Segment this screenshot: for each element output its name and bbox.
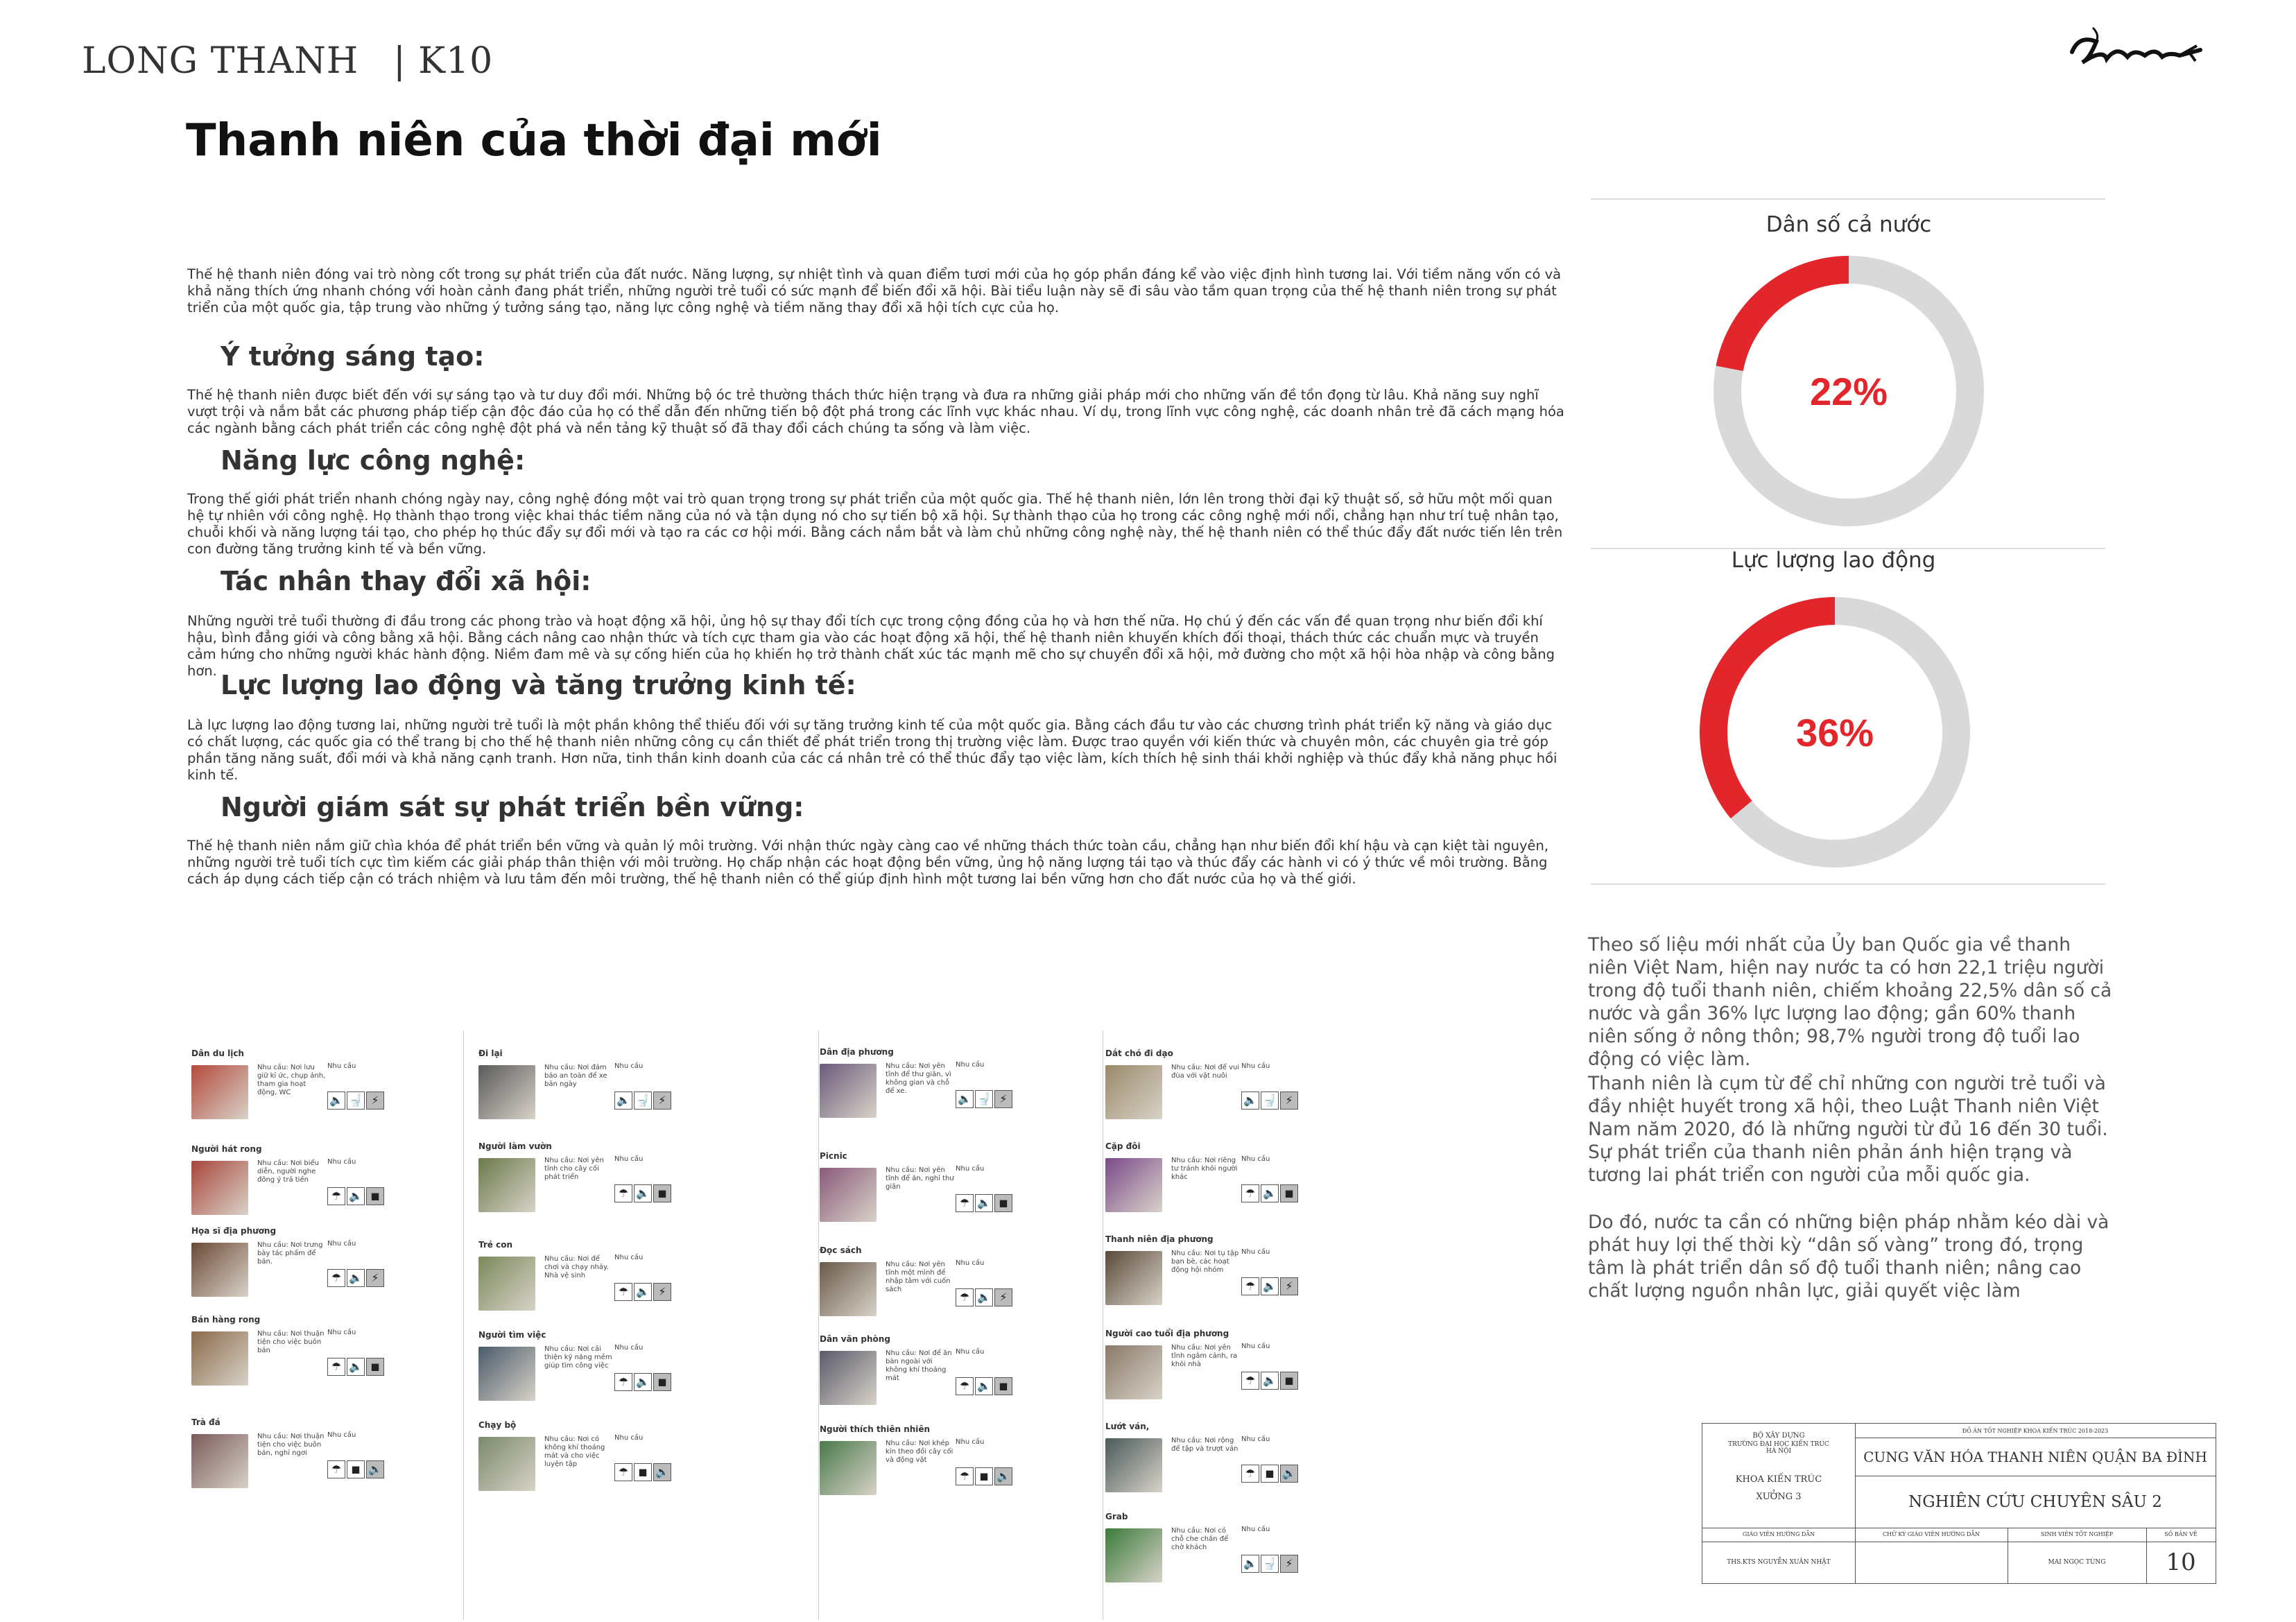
donut-slice-youth (1729, 270, 1849, 368)
persona-need-label: Nhu cầu (1241, 1248, 1270, 1256)
persona-need-note: Nhu cầu: Nơi để ăn bàn ngoài với không khí thoáng mát (886, 1349, 952, 1382)
persona-need-icons (614, 1092, 673, 1110)
plug-icon: ⚡ (994, 1288, 1012, 1306)
persona-need-label: Nhu cầu (327, 1240, 356, 1248)
speaker-icon: 🔈 (994, 1467, 1012, 1485)
persona-photo (478, 1257, 535, 1311)
donut-chart-population (1710, 252, 1987, 530)
toilet-icon: 🚽 (347, 1092, 365, 1110)
section-heading-sustainability: Người giám sát sự phát triển bền vững: (221, 792, 804, 822)
persona-need-label: Nhu cầu (1241, 1062, 1270, 1070)
speaker-icon: 🔈 (653, 1463, 671, 1481)
toilet-icon: 🚽 (1261, 1555, 1279, 1573)
persona-need-icons (327, 1460, 386, 1478)
sheet-number: 10 (2166, 1548, 2196, 1576)
bench-icon: ◼ (347, 1460, 365, 1478)
persona-need-label: Nhu cầu (614, 1254, 644, 1261)
persona-photo (1105, 1345, 1162, 1399)
umbrella-icon: ☂ (956, 1377, 974, 1395)
plug-icon: ⚡ (1280, 1555, 1298, 1573)
persona-need-icons (614, 1283, 673, 1301)
persona-need-icons (614, 1184, 673, 1202)
studio-label: XƯỞNG 3 (1756, 1492, 1802, 1502)
bench-icon: ◼ (994, 1377, 1012, 1395)
persona-need-icons (614, 1373, 673, 1391)
umbrella-icon: ☂ (1241, 1465, 1259, 1483)
persona-name: Chạy bộ (478, 1420, 517, 1430)
persona-name: Dân văn phòng (820, 1334, 890, 1344)
section-heading-workforce: Lực lượng lao động và tăng trưởng kinh tế: (221, 670, 856, 700)
persona-need-note: Nhu cầu: Nơi riêng tư tránh khỏi người khác (1171, 1157, 1238, 1181)
persona-name: Người thích thiên nhiên (820, 1424, 931, 1434)
persona-name: Dân du lịch (191, 1049, 244, 1058)
persona-name: Cặp đôi (1105, 1141, 1141, 1151)
chart-title-population: Dân số cả nước (1766, 212, 1932, 237)
umbrella-icon: ☂ (1241, 1372, 1259, 1390)
bench-icon: ◼ (1261, 1465, 1279, 1483)
section-heading-creative: Ý tưởng sáng tạo: (221, 341, 485, 372)
persona-need-note: Nhu cầu: Nơi yên tĩnh một mình để nhập tâm với cuốn sách (886, 1261, 951, 1293)
persona-need-label: Nhu cầu (327, 1062, 356, 1070)
persona-need-label: Nhu cầu (1241, 1526, 1270, 1533)
toilet-icon: 🚽 (634, 1092, 652, 1110)
persona-need-note: Nhu cầu: Nơi yên tĩnh ngắm cảnh, ra khỏi nhà (1171, 1344, 1238, 1368)
bench-icon: ◼ (366, 1358, 384, 1376)
persona-need-label: Nhu cầu (614, 1344, 644, 1352)
persona-photo (191, 1243, 248, 1297)
persona-need-label: Nhu cầu (956, 1438, 985, 1446)
persona-need-icons (1241, 1092, 1300, 1110)
chart-title-workforce: Lực lượng lao động (1731, 548, 1936, 573)
umbrella-icon: ☂ (1241, 1277, 1259, 1295)
persona-column-divider (463, 1030, 464, 1620)
bench-icon: ◼ (975, 1467, 993, 1485)
umbrella-icon: ☂ (956, 1467, 974, 1485)
persona-need-label: Nhu cầu (614, 1062, 644, 1070)
speaker-icon: 🔈 (347, 1269, 365, 1287)
faculty-label: KHOA KIẾN TRÚC (1735, 1474, 1822, 1485)
signature-header: CHỮ KÝ GIÁO VIÊN HƯỚNG DẪN (1855, 1528, 2008, 1542)
persona-name: Họa sĩ địa phương (191, 1226, 277, 1236)
section-heading-social: Tác nhân thay đổi xã hội: (221, 566, 592, 596)
bench-icon: ◼ (1280, 1184, 1298, 1202)
persona-need-icons (1241, 1184, 1300, 1202)
speaker-icon: 🔈 (1261, 1184, 1279, 1202)
section-text-sustainability: Thế hệ thanh niên nắm giữ chìa khóa để phát triển bền vững và quản lý môi trường. Với nhận thức ngày càng cao về những thách thức toàn cầu, chẳng hạn như biến đổi khí hậu và cạn kiệt tài nguyên, những người trẻ tuổi tích cực tìm kiếm các giải pháp thân thiện với môi trường. Họ chấp nhận các hoạt động bền vững, ủng hộ năng lượng tái tạo và thúc đẩy các hành vi có ý thức về môi trường. Bằng cách áp dụng cách tiếp cận có trách nhiệm và lưu tâm đến môi trường, thế hệ thanh niên có thể giúp định hình một tương lai bền vững hơn cho đất nước của họ và thế giới. (187, 838, 1549, 887)
persona-photo (1105, 1438, 1162, 1492)
advisor-name: THS.KTS NGUYỄN XUÂN NHẬT (1702, 1542, 1856, 1583)
persona-name: Đi lại (478, 1049, 503, 1058)
persona-photo (820, 1064, 877, 1118)
persona-photo (1105, 1528, 1162, 1582)
persona-need-note: Nhu cầu: Nơi biểu diễn, người nghe đông ý trả tiền (257, 1159, 320, 1184)
brand (82, 40, 493, 82)
persona-need-note: Nhu cầu: Nơi có chỗ che chắn để chờ khách (1171, 1527, 1229, 1551)
persona-need-note: Nhu cầu: Nơi yên tĩnh cho cây cối phát triển (544, 1157, 604, 1181)
plug-icon: ⚡ (366, 1269, 384, 1287)
bench-icon: ◼ (994, 1194, 1012, 1212)
speaker-icon: 🔈 (1261, 1277, 1279, 1295)
persona-photo (1105, 1065, 1162, 1119)
speaker-icon: 🔈 (327, 1092, 345, 1110)
persona-name: Người cao tuổi địa phương (1105, 1329, 1229, 1338)
persona-need-icons (1241, 1555, 1300, 1573)
persona-photo (820, 1168, 877, 1222)
persona-need-icons (614, 1463, 673, 1481)
umbrella-icon: ☂ (1241, 1184, 1259, 1202)
persona-photo (478, 1065, 535, 1119)
persona-need-label: Nhu cầu (956, 1259, 985, 1267)
toilet-icon: 🚽 (975, 1090, 993, 1108)
persona-need-note: Nhu cầu: Nơi đảm bảo an toàn để xe bản ngày (544, 1064, 607, 1088)
section-text-workforce: Là lực lượng lao động tương lai, những người trẻ tuổi là một phần không thể thiếu đối với sự tăng trưởng kinh tế của một quốc gia. Bằng cách đầu tư vào các chương trình phát triển kỹ năng và giáo dục có chất lượng, các quốc gia có thể trang bị cho thế hệ thanh niên những công cụ cần thiết để phát triển trong thị trường việc làm. Được trao quyền với kiến thức và chuyên môn, các chuyên gia trẻ góp phần tăng năng suất, đổi mới và khả năng cạnh tranh. Hơn nữa, tinh thần kinh doanh của các cá nhân trẻ có thể thúc đẩy tạo việc làm, kích thích hệ sinh thái khởi nghiệp và thúc đẩy khả năng phục hồi kinh tế. (187, 717, 1557, 783)
ministry-label: BỘ XÂY DỰNG (1752, 1432, 1805, 1440)
persona-need-icons (327, 1358, 386, 1376)
sheet-number-header: SỐ BẢN VẼ (2164, 1531, 2198, 1537)
persona-need-icons (1241, 1372, 1300, 1390)
umbrella-icon: ☂ (614, 1373, 632, 1391)
umbrella-icon: ☂ (327, 1269, 345, 1287)
bench-icon: ◼ (1280, 1372, 1298, 1390)
umbrella-icon: ☂ (956, 1194, 974, 1212)
persona-name: Grab (1105, 1512, 1128, 1521)
section-text-technology: Trong thế giới phát triển nhanh chóng ngày nay, công nghệ đóng một vai trò quan trọng trong sự phát triển của một quốc gia. Thế hệ thanh niên, lớn lên trong thời đại kỹ thuật số, sở hữu một mối quan hệ tự nhiên với công nghệ. Họ thành thạo trong việc khai thác tiềm năng của nó và tận dụng nó cho sự tiến bộ xã hội. Sự thành thạo của họ trong các công nghệ mới nổi, chẳng hạn như trí tuệ nhân tạo, chuỗi khối và năng lượng tái tạo, cho phép họ thúc đẩy sự đổi mới và tạo ra các cơ hội mới. Bằng cách nắm bắt và làm chủ những công nghệ này, thế hệ thanh niên có thể thúc đẩy đất nước tiến lên trên con đường tăng trưởng kinh tế và bền vững. (187, 491, 1563, 557)
persona-need-label: Nhu cầu (1241, 1343, 1270, 1350)
persona-need-note: Nhu cầu: Nơi yên tĩnh để ăn, nghỉ thư giãn (886, 1166, 954, 1191)
bench-icon: ◼ (653, 1373, 671, 1391)
persona-need-note: Nhu cầu: Nơi rộng để tập và trượt ván (1171, 1437, 1238, 1453)
persona-need-label: Nhu cầu (956, 1061, 985, 1069)
donut-chart-workforce (1696, 594, 1974, 871)
persona-need-icons (956, 1467, 1014, 1485)
divider-top (1591, 198, 2105, 200)
section-text-creative: Thế hệ thanh niên được biết đến với sự sáng tạo và tư duy đổi mới. Những bộ óc trẻ thường thách thức hiện trạng và đưa ra những giải pháp mới cho những vấn đề tồn đọng từ lâu. Khả năng suy nghĩ vượt trội và nắm bắt các phương pháp tiếp cận độc đáo của họ có thể dẫn đến những tiến bộ đột phá trong các lĩnh vực khác nhau. Ví dụ, trong lĩnh vực công nghệ, các doanh nhân trẻ đã cách mạng hóa các ngành bằng cách phát triển các công nghệ đột phá và nền tảng kỹ thuật số đã thay đổi cách chúng ta sống và làm việc. (187, 387, 1564, 436)
persona-name: Trà đá (191, 1417, 221, 1427)
persona-column-divider (818, 1030, 819, 1620)
speaker-icon: 🔈 (1241, 1555, 1259, 1573)
persona-photo (191, 1434, 248, 1488)
persona-need-label: Nhu cầu (327, 1431, 356, 1439)
sheet-title: NGHIÊN CỨU CHUYÊN SÂU 2 (1908, 1493, 2162, 1511)
persona-need-note: Nhu cầu: Nơi tụ tập bạn bè, các hoạt động hội nhóm (1171, 1250, 1239, 1274)
speaker-icon: 🔈 (975, 1377, 993, 1395)
persona-name: Lướt ván, (1105, 1422, 1150, 1431)
persona-need-note: Nhu cầu: Nơi để chơi và chạy nhảy. Nhà vệ sinh (544, 1255, 609, 1279)
persona-need-label: Nhu cầu (956, 1348, 985, 1356)
persona-name: Người tìm việc (478, 1330, 546, 1340)
persona-need-label: Nhu cầu (1241, 1155, 1270, 1163)
umbrella-icon: ☂ (327, 1187, 345, 1205)
persona-need-note: Nhu cầu: Nơi trưng bày tác phẩm để bán. (257, 1241, 323, 1266)
brand-suffix: | K10 (393, 40, 494, 82)
umbrella-icon: ☂ (614, 1184, 632, 1202)
persona-need-icons (327, 1187, 386, 1205)
persona-name: Người làm vườn (478, 1141, 552, 1151)
donut-center-label: 22% (1809, 370, 1888, 413)
persona-photo (191, 1331, 248, 1386)
signature-cell (1855, 1542, 2008, 1583)
persona-need-label: Nhu cầu (327, 1329, 356, 1336)
toilet-icon: 🚽 (1261, 1092, 1279, 1110)
persona-need-icons (1241, 1277, 1300, 1295)
plug-icon: ⚡ (994, 1090, 1012, 1108)
persona-need-note: Nhu cầu: Nơi yên tĩnh để thư giãn, vì không gian và chỗ để xe. (886, 1062, 951, 1095)
persona-photo (820, 1351, 877, 1405)
speaker-icon: 🔈 (956, 1090, 974, 1108)
persona-need-note: Nhu cầu: Nơi thuận tiện cho việc buôn bán, nghỉ ngơi (257, 1433, 325, 1457)
persona-photo (820, 1441, 877, 1495)
bench-icon: ◼ (366, 1187, 384, 1205)
persona-name: Trẻ con (478, 1240, 513, 1250)
speaker-icon: 🔈 (634, 1373, 652, 1391)
student-header: SINH VIÊN TỐT NGHIỆP (2008, 1528, 2147, 1542)
persona-photo (191, 1161, 248, 1215)
persona-need-icons (1241, 1465, 1300, 1483)
page-title: Thanh niên của thời đại mới (186, 115, 882, 166)
persona-need-note: Nhu cầu: Nơi lưu giữ kỉ ức, chụp ảnh, tham gia hoạt động, WC (257, 1064, 326, 1096)
bench-icon: ◼ (653, 1184, 671, 1202)
persona-need-label: Nhu cầu (956, 1165, 985, 1173)
persona-photo (478, 1347, 535, 1401)
umbrella-icon: ☂ (327, 1460, 345, 1478)
persona-need-note: Nhu cầu: Nơi thuận tiện cho việc buôn bán (257, 1330, 325, 1354)
persona-photo (191, 1065, 248, 1119)
persona-need-label: Nhu cầu (1241, 1435, 1270, 1443)
persona-need-icons (956, 1194, 1014, 1212)
title-block (1702, 1423, 2216, 1584)
persona-need-note: Nhu cầu: Nơi cải thiện kỹ năng mềm giúp tìm công việc (544, 1345, 612, 1370)
plug-icon: ⚡ (1280, 1277, 1298, 1295)
university-label: TRƯỜNG ĐẠI HỌC KIẾN TRÚC HÀ NỘI (1728, 1441, 1829, 1455)
persona-photo (820, 1262, 877, 1316)
persona-photo (1105, 1158, 1162, 1212)
plug-icon: ⚡ (653, 1092, 671, 1110)
speaker-icon: 🔈 (975, 1194, 993, 1212)
persona-photo (1105, 1251, 1162, 1305)
speaker-icon: 🔈 (347, 1358, 365, 1376)
persona-need-icons (327, 1269, 386, 1287)
speaker-icon: 🔈 (1241, 1092, 1259, 1110)
umbrella-icon: ☂ (614, 1283, 632, 1301)
speaker-icon: 🔈 (975, 1288, 993, 1306)
persona-name: Dắt chó đi dạo (1105, 1049, 1173, 1058)
student-name: MAI NGỌC TÙNG (2008, 1542, 2147, 1583)
persona-need-label: Nhu cầu (614, 1434, 644, 1442)
persona-name: Picnic (820, 1151, 847, 1161)
umbrella-icon: ☂ (614, 1463, 632, 1481)
speaker-icon: 🔈 (1261, 1372, 1279, 1390)
donut-center-label: 36% (1795, 711, 1874, 754)
stats-paragraph: Theo số liệu mới nhất của Ủy ban Quốc gia về thanh niên Việt Nam, hiện nay nước ta có hơn 22,1 triệu người trong độ tuổi thanh niên, chiếm khoảng 22,5% dân số cả nước và gần 36% lực lượng lao động; gần 60% thanh niên sống ở nông thôn; 98,7% người trong độ tuổi lao động có việc làm. (1588, 934, 2112, 1070)
speaker-icon: 🔈 (634, 1283, 652, 1301)
persona-need-label: Nhu cầu (614, 1155, 644, 1163)
persona-name: Dân địa phương (820, 1047, 894, 1057)
project-type: ĐỒ ÁN TỐT NGHIỆP KHOA KIẾN TRÚC 2018-2023 (1962, 1428, 2109, 1434)
persona-need-icons (327, 1092, 386, 1110)
persona-need-note: Nhu cầu: Nơi để vui đùa với vật nuôi (1171, 1064, 1240, 1080)
persona-need-icons (956, 1288, 1014, 1306)
persona-need-note: Nhu cầu: Nơi khép kín theo đồi cây cối và động vật (886, 1440, 953, 1464)
plug-icon: ⚡ (366, 1092, 384, 1110)
speaker-icon: 🔈 (1280, 1465, 1298, 1483)
section-heading-technology: Năng lực công nghệ: (221, 445, 526, 476)
speaker-icon: 🔈 (614, 1092, 632, 1110)
persona-need-icons (956, 1377, 1014, 1395)
intro-text: Thế hệ thanh niên đóng vai trò nòng cốt trong sự phát triển của đất nước. Năng lượng, sự nhiệt tình và quan điểm tươi mới của họ góp phần đáng kể vào việc định hình tương lai. Với tiềm năng vốn có và khả năng thích ứng nhanh chóng với hoàn cảnh đang phát triển, những người trẻ tuổi có sức mạnh để biến đổi xã hội. Bài tiểu luận này sẽ đi sâu vào tầm quan trọng của thế hệ thanh niên trong sự phát triển của một quốc gia, tập trung vào những ý tưởng sáng tạo, năng lực công nghệ và tiềm năng thay đổi xã hội tích cực của họ. (187, 266, 1562, 316)
plug-icon: ⚡ (1280, 1092, 1298, 1110)
umbrella-icon: ☂ (327, 1358, 345, 1376)
persona-name: Người hát rong (191, 1144, 262, 1154)
brand-name: LONG THANH (82, 40, 359, 82)
speaker-icon: 🔈 (347, 1187, 365, 1205)
persona-name: Bán hàng rong (191, 1315, 261, 1325)
section-text-social: Những người trẻ tuổi thường đi đầu trong các phong trào và hoạt động xã hội, ủng hộ sự thay đổi tích cực trong cộng đồng của họ và hơn thế nữa. Họ chú ý đến các vấn đề quan trọng như biến đổi khí hậu, bình đẳng giới và công bằng xã hội. Bằng cách nâng cao nhận thức và tích cực tham gia vào các hoạt động xã hội, thế hệ thanh niên khuyến khích đối thoại, thách thức các chuẩn mực và truyền cảm hứng cho những người khác hành động. Niềm đam mê và sự cống hiến của họ khiến họ trở thành chất xúc tác mạnh mẽ cho sự chuyển đổi xã hội, mở đường cho một xã hội hòa nhập và công bằng hơn. (187, 613, 1555, 679)
bench-icon: ◼ (634, 1463, 652, 1481)
signature-logo (2065, 21, 2204, 83)
umbrella-icon: ☂ (956, 1288, 974, 1306)
plug-icon: ⚡ (653, 1283, 671, 1301)
conclusion-paragraph: Do đó, nước ta cần có những biện pháp nhằm kéo dài và phát huy lợi thế thời kỳ “dân số vàng” trong đó, trọng tâm là phát triển dân số độ tuổi thanh niên; nâng cao chất lượng nguồn nhân lực, giải quyết việc làm (1588, 1211, 2109, 1302)
speaker-icon: 🔈 (634, 1184, 652, 1202)
persona-need-note: Nhu cầu: Nơi có không khí thoáng mát và cho việc luyện tập (544, 1435, 605, 1468)
persona-need-icons (956, 1090, 1014, 1108)
persona-photo (478, 1437, 535, 1491)
persona-name: Đọc sách (820, 1245, 862, 1255)
persona-name: Thanh niên địa phương (1105, 1234, 1214, 1244)
advisor-header: GIÁO VIÊN HƯỚNG DẪN (1702, 1528, 1856, 1542)
definition-paragraph: Thanh niên là cụm từ để chỉ những con người trẻ tuổi và đầy nhiệt huyết trong xã hội, theo Luật Thanh niên Việt Nam năm 2020, đó là những người từ đủ 16 đến 30 tuổi. Sự phát triển của thanh niên phản ánh hiện trạng và tương lai phát triển con người của mỗi quốc gia. (1588, 1073, 2108, 1186)
divider-bottom (1591, 883, 2105, 885)
persona-photo (478, 1158, 535, 1212)
persona-need-label: Nhu cầu (327, 1158, 356, 1166)
speaker-icon: 🔈 (366, 1460, 384, 1478)
project-name: CUNG VĂN HÓA THANH NIÊN QUẬN BA ĐÌNH (1855, 1438, 2216, 1476)
